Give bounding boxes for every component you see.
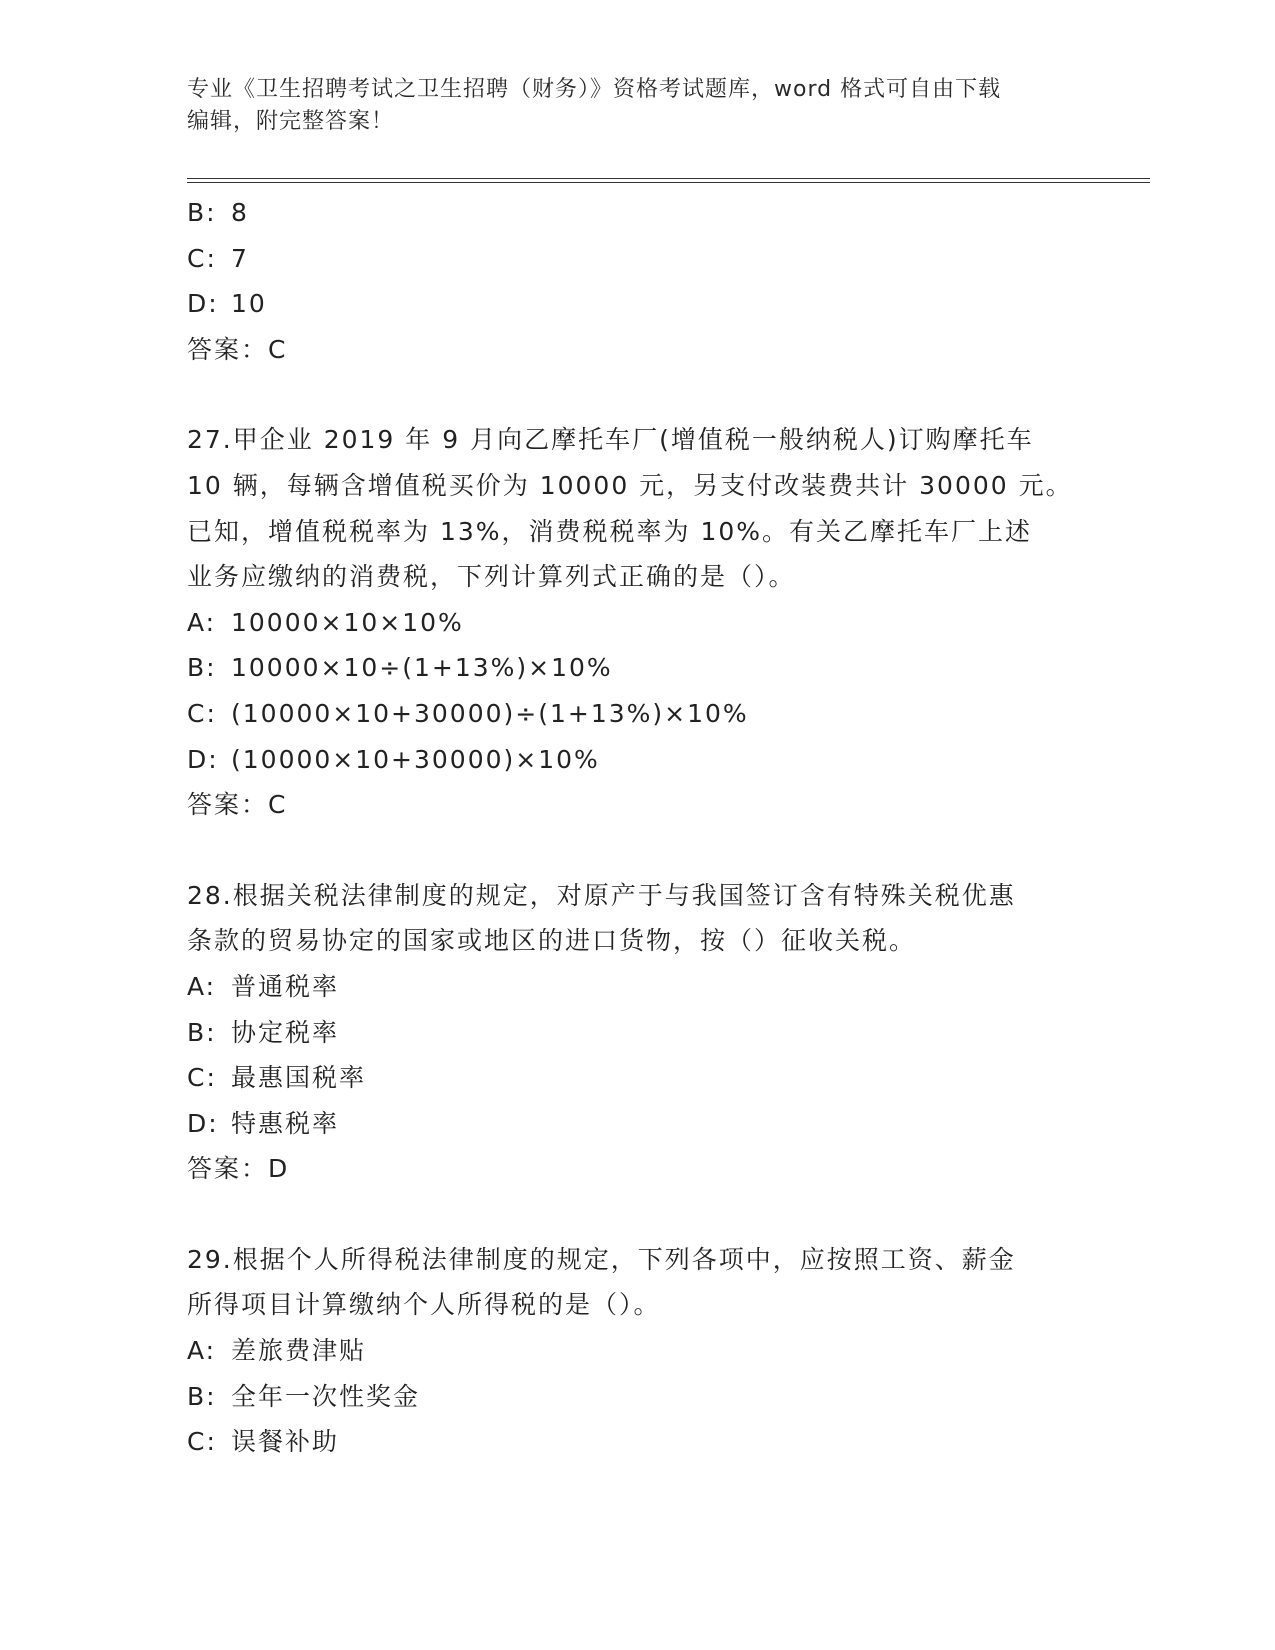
- option-text: 10000×10×10%: [231, 607, 464, 637]
- question-stem-line: 10 辆，每辆含增值税买价为 10000 元，另支付改装费共计 30000 元。: [187, 470, 1073, 500]
- answer-line: 答案：C: [187, 334, 288, 364]
- question-stem-line: 所得项目计算缴纳个人所得税的是（）。: [187, 1290, 661, 1320]
- header-line-1: 专业《卫生招聘考试之卫生招聘（财务）》资格考试题库，word 格式可自由下载: [187, 77, 1002, 102]
- option-row: [187, 236, 1087, 282]
- option-text: 最惠国税率: [231, 1063, 367, 1093]
- question-stem-line: 28.根据关税法律制度的规定，对原产于与我国签订含有特殊关税优惠: [187, 880, 1016, 910]
- option-label: A:: [187, 971, 217, 1001]
- question-27: [187, 417, 1087, 827]
- option-label: A:: [187, 1336, 217, 1366]
- header-divider-top: [187, 178, 1150, 179]
- option-row: [187, 190, 1087, 236]
- option-text: 差旅费津贴: [231, 1336, 367, 1366]
- option-label: B:: [187, 198, 217, 227]
- spacer: [187, 372, 1087, 417]
- option-text: 10000×10÷(1+13%)×10%: [231, 653, 613, 683]
- question-26-continued: [187, 190, 1087, 372]
- option-label: C:: [187, 1427, 217, 1457]
- option-text: 普通税率: [231, 971, 340, 1001]
- option-row: [187, 600, 1087, 646]
- option-row: [187, 1101, 1087, 1147]
- header-divider-bottom: [187, 182, 1150, 183]
- option-text: 全年一次性奖金: [231, 1381, 421, 1411]
- option-text: 特惠税率: [231, 1108, 340, 1138]
- option-text: 7: [231, 243, 249, 273]
- option-label: D:: [187, 744, 219, 774]
- option-row: [187, 1055, 1087, 1101]
- option-label: C:: [187, 698, 217, 728]
- option-text: (10000×10+30000)×10%: [231, 744, 600, 774]
- question-stem-line: 业务应缴纳的消费税，下列计算列式正确的是（）。: [187, 562, 796, 592]
- option-label: B:: [187, 653, 217, 683]
- option-row: [187, 691, 1087, 737]
- option-text: 协定税率: [231, 1017, 340, 1047]
- question-content: [187, 190, 1087, 1465]
- spacer: [187, 828, 1087, 873]
- header-line-2: 编辑，附完整答案！: [187, 109, 395, 134]
- option-row: [187, 1419, 1087, 1465]
- option-label: B:: [187, 1381, 217, 1411]
- question-stem-line: 条款的贸易协定的国家或地区的进口货物，按（）征收关税。: [187, 926, 917, 956]
- spacer: [187, 1192, 1087, 1237]
- option-label: B:: [187, 1017, 217, 1047]
- option-row: [187, 1010, 1087, 1056]
- option-label: A:: [187, 607, 217, 637]
- question-28: [187, 873, 1087, 1192]
- option-row: [187, 737, 1087, 783]
- option-label: C:: [187, 1063, 217, 1093]
- option-row: [187, 1374, 1087, 1420]
- option-text: 误餐补助: [231, 1427, 340, 1457]
- question-stem-line: 已知，增值税税率为 13%，消费税税率为 10%。有关乙摩托车厂上述: [187, 516, 1033, 546]
- question-stem-line: 27.甲企业 2019 年 9 月向乙摩托车厂(增值税一般纳税人)订购摩托车: [187, 425, 1034, 455]
- option-row: [187, 645, 1087, 691]
- answer-line: 答案：D: [187, 1154, 290, 1184]
- option-text: (10000×10+30000)÷(1+13%)×10%: [231, 698, 749, 728]
- option-row: [187, 964, 1087, 1010]
- option-row: [187, 281, 1087, 327]
- question-stem-line: 29.根据个人所得税法律制度的规定，下列各项中，应按照工资、薪金: [187, 1244, 1016, 1274]
- question-29: [187, 1237, 1087, 1465]
- option-text: 10: [231, 289, 267, 319]
- document-header: [187, 74, 1087, 138]
- option-row: [187, 1328, 1087, 1374]
- answer-line: 答案：C: [187, 790, 288, 820]
- option-label: D:: [187, 1108, 219, 1138]
- option-label: C:: [187, 243, 217, 273]
- option-text: 8: [231, 198, 249, 227]
- option-label: D:: [187, 289, 219, 319]
